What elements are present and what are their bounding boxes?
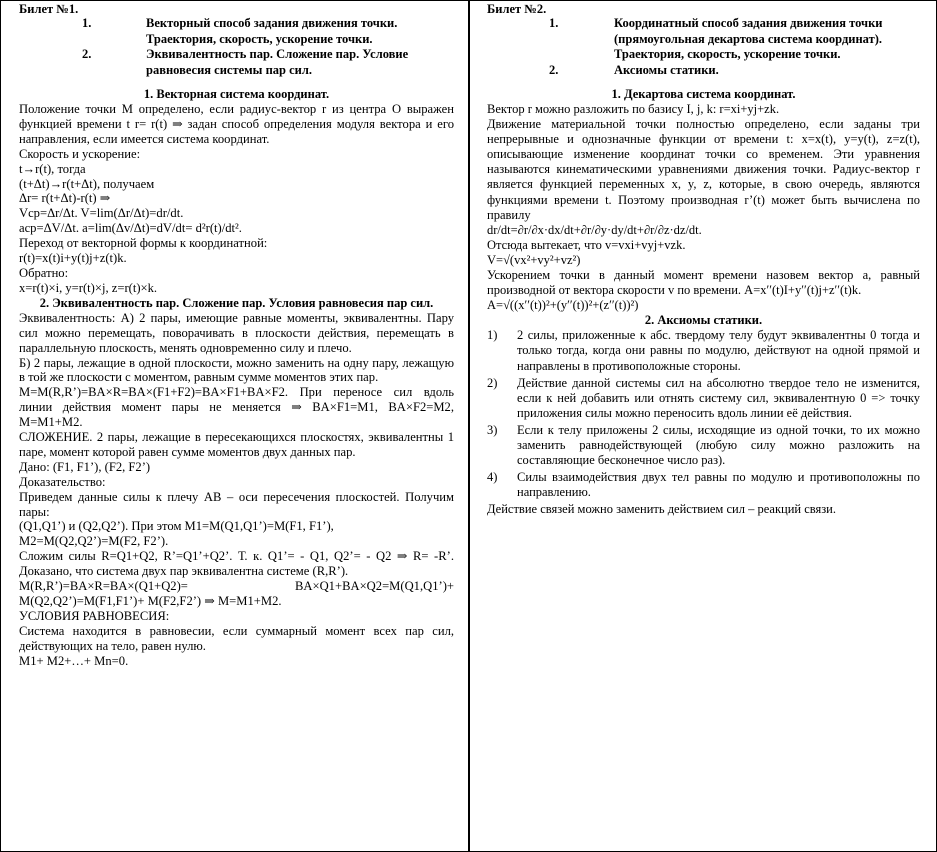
ticket-2-title: Билет №2. xyxy=(487,2,547,16)
list-item xyxy=(487,470,920,500)
formula-line: M(R,R’)=BA×R=BA×(Q1+Q2)= BA×Q1+BA×Q2=M(Q1,Q1’)+ M(Q2,Q2’)=M(F1,F1’)+ M(F2,F2’) ⇒ M=M1+M2. xyxy=(19,579,454,608)
axiom-number: 2) xyxy=(487,375,498,390)
axiom-number: 3) xyxy=(487,422,498,437)
question-number: 2. xyxy=(82,47,92,61)
question-text: Координатный способ задания движения точки (прямоугольная декартова система координат). Траектория, скорость, ускорение точки. xyxy=(614,16,883,61)
axiom-text: Если к телу приложены 2 силы, исходящие из одной точки, то их можно заменить равнодействующей (любую силу можно разложить на составляющие бесконечное число раз). xyxy=(517,422,920,468)
paragraph: Движение материальной точки полностью определено, если заданы три непрерывные и однозначные функции от времени t: x=x(t), y=y(t), z=z(t), описывающие изменение координат точки со временем. Эти уравнения называются кинематическими уравнениями движения точки. Радиус-вектор r является функцией переменных x, y, z, которые, в свою очередь, являются функциями времени t. Поэтому производная r’(t) может быть вычислена по правилу xyxy=(487,117,920,222)
paragraph: Сложим силы R=Q1+Q2, R’=Q1’+Q2’. Т. к. Q1’= - Q1, Q2’= - Q2 ⇒ R= -R’. Доказано, что система двух пар эквивалентна системе (R,R’). xyxy=(19,549,454,579)
section-title-axioms: 2. Аксиомы статики. xyxy=(644,313,763,328)
paragraph: Эквивалентность: А) 2 пары, имеющие равные моменты, эквивалентны. Пару сил можно перемещать, поворачивать в плоскости действия, перемещать в параллельную плоскость, менять одновременно силу и плечо. xyxy=(19,310,454,355)
question-text: Аксиомы статики. xyxy=(614,62,719,77)
axiom-text: Силы взаимодействия двух тел равны по модулю и противоположны по направлению. xyxy=(517,470,920,500)
question-text: Эквивалентность пар. Сложение пар. Условие равновесия системы пар сил. xyxy=(146,47,409,77)
axioms-list xyxy=(487,328,920,500)
ticket-2-question-1 xyxy=(487,16,920,63)
section-title-pairs: 2. Эквивалентность пар. Сложение пар. Условия равновесия пар сил. xyxy=(39,295,434,310)
list-item xyxy=(487,423,920,468)
ticket-1-question-1 xyxy=(19,16,454,47)
question-number: 1. xyxy=(549,16,559,30)
formula-line: Δr= r(t+Δt)-r(t) ⇒ xyxy=(19,191,111,206)
question-number: 1. xyxy=(82,16,92,30)
section-title-vector: 1. Векторная система координат. xyxy=(143,87,330,101)
list-item xyxy=(487,328,920,373)
ticket-1-column xyxy=(1,1,470,851)
ticket-2-column xyxy=(470,1,936,851)
formula-line: Дано: (F1, F1’), (F2, F2’) xyxy=(19,459,151,474)
formula-line: t→r(t), тогда xyxy=(19,161,86,176)
formula-line: r(t)=x(t)i+y(t)j+z(t)k. xyxy=(19,251,127,266)
paragraph: УСЛОВИЯ РАВНОВЕСИЯ: xyxy=(19,608,170,623)
formula-line: Вектор r можно разложить по базису I, j, k: r=xi+yj+zk. xyxy=(487,102,780,116)
paragraph: Приведем данные силы к плечу AB – оси пересечения плоскостей. Получим пары: xyxy=(19,489,454,519)
formula-line: M1+ M2+…+ Mn=0. xyxy=(19,653,129,668)
formula-line: (Q1,Q1’) и (Q2,Q2’). При этом M1=M(Q1,Q1’)=M(F1, F1’), xyxy=(19,519,334,534)
axiom-text: Действие данной системы сил на абсолютно твердое тело не изменится, если к ней добавить или отнять систему сил, эквивалентную 0 => точку приложения силы можно переносить вдоль линии её действия. xyxy=(517,375,920,420)
formula-line: V=√(vx²+vy²+vz²) xyxy=(487,252,581,267)
formula-line: (t+Δt)→r(t+Δt), получаем xyxy=(19,176,155,191)
formula-line: x=r(t)×i, y=r(t)×j, z=r(t)×k. xyxy=(19,280,158,295)
formula-line: aср=ΔV/Δt. a=lim(Δv/Δt)=dV/dt= d²r(t)/dt². xyxy=(19,221,242,236)
paragraph: M=M(R,R’)=BA×R=BA×(F1+F2)=BA×F1+BA×F2. При переносе сил вдоль линии действия момент пары не меняется ⇒ BA×F1=M1, BA×F2=M2, M=M1+M2. xyxy=(19,385,454,430)
formula-line: Vср=Δr/Δt. V=lim(Δr/Δt)=dr/dt. xyxy=(19,206,184,221)
paragraph: Доказательство: xyxy=(19,474,106,489)
paragraph: Положение точки M определено, если радиус-вектор r из центра O выражен функцией времени t r= r(t) ⇒ задан способ определения модуля вектора и его направления, если имеется система координат. xyxy=(19,102,454,146)
closing-paragraph: Действие связей можно заменить действием сил – реакций связи. xyxy=(487,502,836,517)
paragraph: СЛОЖЕНИЕ. 2 пары, лежащие в пересекающихся плоскостях, эквивалентны 1 паре, момент которой равен сумме моментов двух данных пар. xyxy=(19,430,454,459)
formula-line: M2=M(Q2,Q2’)=M(F2, F2’). xyxy=(19,534,169,549)
paragraph: Обратно: xyxy=(19,265,69,280)
paragraph: Ускорением точки в данный момент времени назовем вектор a, равный производной от вектора скорости v по времени. A=x′′(t)I+y′′(t)j+z′′(t)k. xyxy=(487,268,920,298)
axiom-number: 4) xyxy=(487,470,498,485)
paragraph: Переход от векторной формы к координатной: xyxy=(19,236,268,251)
ticket-1-title: Билет №1. xyxy=(19,2,79,16)
list-item xyxy=(487,376,920,421)
axiom-number: 1) xyxy=(487,328,498,343)
axiom-text: 2 силы, приложенные к абс. твердому телу будут эквивалентны 0 тогда и только тогда, когда они равны по модулю, действуют на одной прямой и направлены в противоположные стороны. xyxy=(517,328,920,373)
question-number: 2. xyxy=(549,62,559,77)
paragraph: Скорость и ускорение: xyxy=(19,146,141,161)
section-title-cartesian: 1. Декартова система координат. xyxy=(611,87,796,101)
question-text: Векторный способ задания движения точки. Траектория, скорость, ускорение точки. xyxy=(146,16,398,46)
formula-line: dr/dt=∂r/∂x·dx/dt+∂r/∂y·dy/dt+∂r/∂z·dz/dt. xyxy=(487,222,702,237)
ticket-2-question-2 xyxy=(487,63,920,79)
ticket-1-question-2 xyxy=(19,47,454,78)
paragraph: Система находится в равновесии, если суммарный момент всех пар сил, действующих на тело, равен нулю. xyxy=(19,623,454,653)
formula-line: A=√((x′′(t))²+(y′′(t))²+(z′′(t))²) xyxy=(487,298,639,313)
formula-line: Отсюда вытекает, что v=vxi+vyj+vzk. xyxy=(487,237,686,252)
paragraph: Б) 2 пары, лежащие в одной плоскости, можно заменить на одну пару, лежащую в той же плоскости с моментом, равным сумме моментов этих пар. xyxy=(19,355,454,385)
